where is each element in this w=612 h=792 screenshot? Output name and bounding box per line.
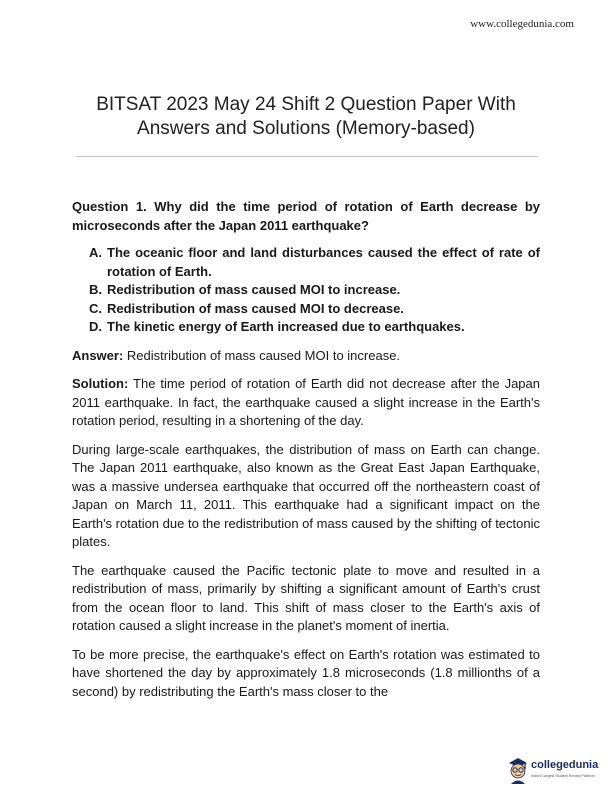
option-text: Redistribution of mass caused MOI to decrease. bbox=[107, 300, 404, 316]
option-text: The oceanic floor and land disturbances caused the effect of rate of rotation of Earth. bbox=[107, 245, 540, 279]
option-b bbox=[89, 281, 540, 300]
collegedunia-logo[interactable] bbox=[506, 753, 606, 787]
option-list bbox=[72, 244, 540, 337]
question-label: Question 1. bbox=[72, 199, 147, 214]
solution-label: Solution: bbox=[72, 376, 129, 391]
option-letter: C. bbox=[89, 300, 102, 316]
answer-label: Answer: bbox=[72, 347, 124, 363]
solution-paragraph: To be more precise, the earthquake's effect on Earth's rotation was estimated to have shortened the day by approximately 1.8 microseconds (1.8 millionths of a second) by redistributing the Earth's mass closer to the bbox=[72, 646, 540, 699]
solution-paragraph: During large-scale earthquakes, the distribution of mass on Earth can change. The Japan 2011 earthquake, also known as the Great East Japan Earthquake, was a massive undersea earthquake that occurred off the northeastern coast of Japan on March 11, 2011. This earthquake had a significant impact on the Earth's rotation due to the redistribution of mass caused by the shifting of tectonic plates. bbox=[72, 441, 540, 549]
question-1 bbox=[72, 198, 540, 235]
solution-intro bbox=[72, 375, 540, 431]
option-letter: A. bbox=[89, 245, 102, 260]
title-line-2: Answers and Solutions (Memory-based) bbox=[137, 118, 475, 139]
option-letter: D. bbox=[89, 319, 102, 334]
page-title bbox=[72, 93, 540, 141]
solution-intro-text: The time period of rotation of Earth did not decrease after the Japan 2011 earthquake. In fact, the earthquake caused a slight increase in the Earth's rotation period, resulting in a shortening of the day. bbox=[72, 376, 540, 428]
logo-name: collegedunia bbox=[531, 759, 599, 771]
question-text: Why did the time period of rotation of Earth decrease by microseconds after the Japan 2011 earthquake? bbox=[72, 199, 540, 233]
solution-paragraph: The earthquake caused the Pacific tectonic plate to move and resulted in a redistribution of mass, primarily by shifting a significant amount of Earth's crust from the ocean floor to land. This shift of mass closer to the Earth's axis of rotation caused a slight increase in the planet's moment of inertia. bbox=[72, 562, 540, 633]
logo-tagline: India's Largest Student Review Platform bbox=[531, 774, 595, 778]
option-a bbox=[89, 244, 540, 281]
option-c bbox=[89, 300, 540, 319]
option-text: The kinetic energy of Earth increased due to earthquakes. bbox=[107, 319, 465, 334]
option-d bbox=[89, 318, 540, 337]
document-body bbox=[72, 198, 540, 701]
site-url[interactable]: www.collegedunia.com bbox=[470, 18, 574, 30]
title-divider bbox=[76, 156, 538, 157]
title-line-1: BITSAT 2023 May 24 Shift 2 Question Paper With bbox=[96, 94, 516, 115]
answer bbox=[72, 347, 540, 366]
answer-text: Redistribution of mass caused MOI to increase. bbox=[126, 347, 401, 363]
option-text: Redistribution of mass caused MOI to increase. bbox=[107, 282, 401, 297]
option-letter: B. bbox=[89, 282, 102, 297]
mascot-icon bbox=[506, 753, 530, 785]
